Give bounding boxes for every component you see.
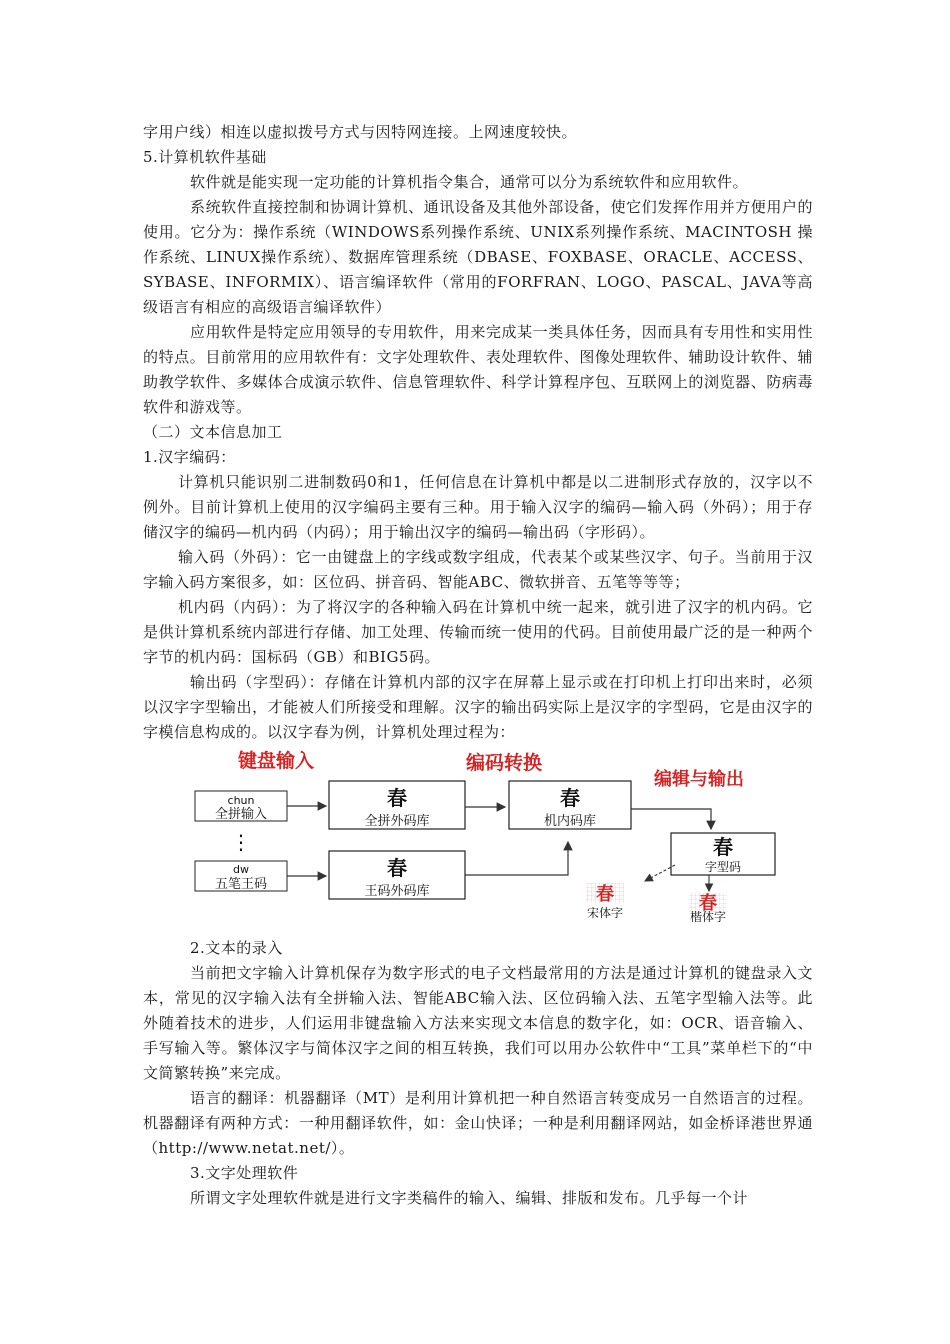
wubi-input-label: 五笔王码 (214, 877, 268, 892)
paragraph-translation: 语言的翻译：机器翻译（MT）是利用计算机把一种自然语言转变成另一自然语言的过程。机器翻译有两种方式：一种用翻译软件，如：金山快译；一种是利用翻译网站，如金桥译港世界通（http://www.netat.net/）。 (143, 1089, 813, 1157)
subheading-word-processing: 3.文字处理软件 (190, 1164, 299, 1182)
wubi-code-library-label: 王码外码库 (364, 884, 430, 899)
char-chun-box2: 春 (387, 856, 407, 880)
stage-edit-output-label: 编辑与输出 (654, 769, 744, 790)
wubi-input-code: dw (233, 863, 249, 876)
pinyin-input-code: chun (227, 794, 255, 807)
paragraph-continuation: 字用户线）相连以虚拟拨号方式与因特网连接。上网速度较快。 (143, 123, 578, 141)
subheading-text-entry: 2.文本的录入 (190, 939, 283, 957)
subheading-chinese-encoding: 1.汉字编码： (143, 448, 236, 466)
songti-char: 春 (596, 884, 614, 905)
arrow-internal-to-glyph (631, 809, 711, 829)
pinyin-code-library-label: 全拼外码库 (364, 814, 430, 829)
paragraph-output-code: 输出码（字型码）：存储在计算机内部的汉字在屏幕上显示或在打印机上打印出来时，必须以汉字字型输出，才能被人们所接受和理解。汉字的输出码实际上是汉字的字型码，它是由汉字的字模信息构成的。以汉字春为例，计算机处理过程为： (143, 673, 813, 741)
section-heading-text-processing: （二）文本信息加工 (143, 423, 283, 441)
paragraph-word-processing: 所谓文字处理软件就是进行文字类稿件的输入、编辑、排版和发布。几乎每一个计 (190, 1189, 749, 1207)
char-chun-box1: 春 (387, 786, 407, 810)
section-heading-software: 5.计算机软件基础 (143, 148, 267, 166)
ellipsis-glyph: ⋮ (231, 830, 251, 854)
paragraph-system-software: 系统软件直接控制和协调计算机、通讯设备及其他外部设备，使它们发挥作用并方便用户的使用。它分为：操作系统（WINDOWS系列操作系统、UNIX系列操作系统、MACINTOSH 操作系统、LINUX操作系统）、数据库管理系统（DBASE、FOXBASE、ORACLE、ACCESS、SYBASE、INFORMIX）、语言编译软件（常用的FORFRAN、LOGO、PASCAL、JAVA等高级语言有相应的高级语言编译软件） (143, 198, 813, 316)
kaiti-label: 楷体字 (689, 910, 727, 922)
char-chun-box4: 春 (713, 835, 733, 859)
paragraph-internal-code: 机内码（内码）：为了将汉字的各种输入码在计算机中统一起来，就引进了汉字的机内码。它是供计算机系统内部进行存储、加工处理、传输而统一使用的代码。目前使用最广泛的是一种两个字节的机内码：国标码（GB）和BIG5码。 (143, 598, 813, 666)
paragraph-input-code: 输入码（外码）：它一由键盘上的字线或数字组成，代表某个或某些汉字、句子。当前用于汉字输入码方案很多，如：区位码、拼音码、智能ABC、微软拼音、五笔等等等； (143, 548, 813, 591)
stage-keyboard-input-label: 键盘输入 (238, 750, 315, 772)
diagram-canvas (143, 747, 813, 922)
internal-code-library-label: 机内码库 (543, 814, 597, 829)
kaiti-char: 春 (699, 893, 717, 914)
paragraph-text-entry: 当前把文字输入计算机保存为数字形式的电子文档最常用的方法是通过计算机的键盘录入文本，常见的汉字输入法有全拼输入法、智能ABC输入法、区位码输入法、五笔字型输入法等。此外随着技术的进步，人们运用非键盘输入方法来实现文本信息的数字化，如：OCR、语音输入、手写输入等。繁体汉字与简体汉字之间的相互转换，我们可以用办公软件中“工具”菜单栏下的“中文简繁转换”来完成。 (143, 964, 813, 1082)
songti-label: 宋体字 (586, 906, 624, 920)
document-page (143, 120, 813, 1211)
glyph-code-label: 字型码 (704, 860, 742, 874)
paragraph-software-definition: 软件就是能实现一定功能的计算机指令集合，通常可以分为系统软件和应用软件。 (190, 173, 749, 191)
paragraph-encoding-intro: 计算机只能识别二进制数码0和1，任何信息在计算机中都是以二进制形式存放的，汉字以不例外。目前计算机上使用的汉字编码主要有三种。用于输入汉字的编码—输入码（外码）；用于存储汉字的编码—机内码（内码）；用于输出汉字的编码—输出码（字形码）。 (143, 473, 813, 541)
stage-code-conversion-label: 编码转换 (466, 752, 543, 774)
encoding-process-diagram (143, 747, 813, 922)
arrow-wubi-to-internal (465, 842, 568, 875)
pinyin-input-label: 全拼输入 (214, 807, 268, 822)
paragraph-application-software: 应用软件是特定应用领导的专用软件，用来完成某一类具体任务，因而具有专用性和实用性的特点。目前常用的应用软件有：文字处理软件、表处理软件、图像处理软件、辅助设计软件、辅助教学软件、多媒体合成演示软件、信息管理软件、科学计算程序包、互联网上的浏览器、防病毒软件和游戏等。 (143, 323, 813, 416)
char-chun-box3: 春 (560, 786, 580, 810)
